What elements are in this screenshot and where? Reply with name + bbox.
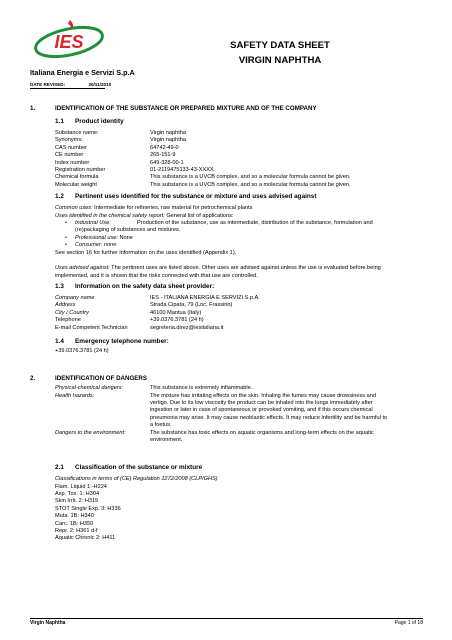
list-item: Aquatic Chronic 2: H411 (55, 535, 116, 542)
header-divider (30, 88, 105, 89)
row-value: 46100 Mantua (Italy) (150, 309, 202, 316)
row-label: CAS number (55, 144, 88, 151)
text-line: a foetus. (150, 422, 172, 429)
company-name: Italiana Energia e Servizi S.p.A (30, 68, 135, 77)
date-revised-value: 30/11/2010 (88, 82, 112, 87)
uses-advised-against-cont: implemented, and it is shown that the risks connected with that use are controlled. (55, 272, 258, 279)
section-1-1-title: Product identity (75, 118, 124, 125)
row-value: 01-2119475133-43-XXXX (150, 166, 214, 173)
bullet-text: None (117, 234, 133, 241)
health-hazards-label: Health hazards: (55, 392, 95, 399)
row-value: +39.0376.3781 (24 h) (150, 317, 204, 324)
section-2-1-number: 2.1 (55, 464, 64, 471)
list-item (75, 235, 425, 242)
row-label: Telephone (55, 317, 81, 324)
row-value: 265-151-9 (150, 152, 176, 159)
section-1-4-number: 1.4 (55, 338, 64, 345)
provider-row (55, 295, 425, 302)
text-line: ingestion or later in case of spontaneous or provoked vomiting, and if this occurs chemical (150, 407, 373, 414)
provider-row (55, 317, 425, 324)
date-revised-label: DATE REVISED: (30, 82, 66, 87)
row-label: Molecular weight (55, 181, 97, 188)
logo-text: IES (54, 32, 84, 52)
list-item (75, 242, 425, 249)
provider-row (55, 310, 425, 317)
list-item: Skin Irrit. 2: H315 (55, 498, 99, 505)
product-identity-row (55, 137, 425, 144)
product-identity-row (55, 174, 425, 181)
row-value: 64742-49-0 (150, 144, 179, 151)
list-item: STOT Single Exp. 3: H336 (55, 505, 121, 512)
section-1-1-number: 1.1 (55, 118, 64, 125)
provider-row (55, 325, 425, 332)
row-value: This substance is a UVCB complex, and so a molecular formula cannot be given. (150, 174, 351, 181)
bullet-label: Professional use: (75, 234, 118, 241)
text-line: environment. (150, 437, 183, 444)
uses-advised-against-text: The pertinent uses are listed above. Other uses are advised against unless the use is evaluated before being (109, 265, 381, 271)
document-subtitle: VIRGIN NAPHTHA (238, 55, 322, 66)
bullet-text: (re)packaging of substances and mixtures. (75, 227, 181, 234)
row-value: Virgin naphtha (150, 130, 186, 136)
section-1-number: 1. (30, 105, 36, 112)
company-logo (30, 16, 108, 66)
row-label: Company name (55, 295, 95, 301)
section-2-title: IDENTIFICATION OF DANGERS (55, 375, 148, 382)
section-2-number: 2. (30, 375, 36, 382)
see-section-16-note: See section 16 for further information on the uses identified (Appendix 1). (55, 250, 237, 256)
row-value: This substance is a UVCB complex, and so a molecular formula cannot be given. (150, 181, 351, 188)
list-item: Repr. 2: H361 d-f (55, 527, 98, 534)
section-1-2-number: 1.2 (55, 193, 64, 200)
classification-intro: Classifications in terms of (CE) Regulation 1272/2008 (CLP/GHS) (55, 476, 218, 482)
product-identity-row (55, 182, 425, 189)
section-1-4-title: Emergency telephone number: (75, 338, 169, 345)
footer-product-name: Virgin Naphtha (30, 620, 66, 626)
emergency-phone: +39.0376.3781 (24 h) (55, 348, 109, 354)
row-label: Registration number (55, 166, 106, 173)
bullet-label: • Industrial Use: (75, 220, 111, 226)
bullet-label: Consumer: (75, 242, 103, 249)
list-item (75, 220, 425, 227)
document-title: SAFETY DATA SHEET (230, 40, 330, 51)
common-uses-label: Common uses: (55, 205, 93, 211)
product-identity-row (55, 145, 425, 152)
footer-page-number: Page 1 of 18 (394, 620, 423, 626)
row-label: City / Country (55, 309, 89, 316)
section-2-1-title: Classification of the substance or mixture (75, 464, 203, 471)
common-uses (55, 205, 252, 212)
classification-list (55, 484, 255, 543)
row-label: E-mail Competent Technician (55, 324, 128, 331)
product-identity-row (55, 167, 425, 174)
provider-table (55, 295, 425, 332)
list-item: Asp. Tox. 1: H304 (55, 490, 100, 497)
row-label: Chemical formula (55, 174, 99, 181)
row-value: IES - ITALIANA ENERGIA E SERVIZI S.p.A. (150, 295, 260, 301)
section-1-title: IDENTIFICATION OF THE SUBSTANCE OR PREPARED MIXTURE AND OF THE COMPANY (55, 105, 317, 112)
product-identity-table (55, 130, 425, 189)
common-uses-text: Intermediate for refineries, raw material for petrochemical plants (92, 205, 253, 211)
product-identity-row (55, 160, 425, 167)
section-1-2-title: Pertinent uses identified for the substance or mixture and uses advised against (75, 193, 317, 200)
list-item: Muta. 1B: H340 (55, 513, 94, 520)
row-label: Substance name: (55, 130, 99, 136)
row-value: Virgin naphtha (150, 137, 186, 144)
list-item-continuation (75, 227, 425, 234)
identified-uses-text: General list of applications: (164, 212, 234, 219)
row-value: 649-328-00-1 (150, 159, 184, 166)
uses-advised-against (55, 265, 381, 272)
bullet-text: none (102, 242, 117, 249)
identified-uses (55, 213, 233, 220)
date-revised (30, 82, 111, 87)
text-line: The substance has toxic effects on aquatic organisms and long-term effects on the aquatic (150, 430, 374, 436)
health-hazards-text (150, 393, 425, 430)
uses-bullet-list (75, 220, 425, 250)
row-label: Synonyms: (55, 137, 83, 144)
product-identity-row (55, 152, 425, 159)
text-line: pneumonia may arise. It may cause neoblastic effects. It may reduce infertility and be harmful to (150, 414, 388, 421)
text-line: vertigo. Due to its low viscosity the product can be inhaled into the lungs immediately after (150, 399, 373, 406)
provider-row (55, 302, 425, 309)
text-line: The mixture has irritating effects on the skin. Inhaling the fumes may cause drowsiness and (150, 392, 376, 399)
list-item: Flam. Liquid 1:-H224 (55, 483, 107, 490)
row-value: segreteria.direz@iesitaliana.it (150, 324, 224, 331)
row-label: CE number (55, 152, 84, 159)
section-1-3-number: 1.3 (55, 283, 64, 290)
environment-dangers-label: Dangers to the environment: (55, 430, 126, 436)
list-item: Carc. 1B: H350 (55, 520, 94, 527)
physical-dangers-text: This substance is extremely inflammable. (150, 385, 253, 391)
physical-dangers-label: Physical-chemical dangers: (55, 385, 124, 391)
product-identity-row (55, 130, 425, 137)
row-label: Index number (55, 159, 90, 166)
section-1-3-title: Information on the safety data sheet provider: (75, 283, 215, 290)
environment-dangers-text (150, 430, 425, 445)
footer-divider (30, 618, 423, 619)
identified-uses-label: Uses identified in the chemical safety report: (55, 212, 165, 219)
bullet-text: Production of the substance, use as intermediate, distribution of the substance, formulation and (137, 220, 373, 226)
uses-advised-against-label: Uses advised against: (55, 265, 110, 271)
row-label: Address (55, 302, 76, 309)
row-value: Strada Cipata, 79 (Loc. Frassino) (150, 302, 233, 309)
